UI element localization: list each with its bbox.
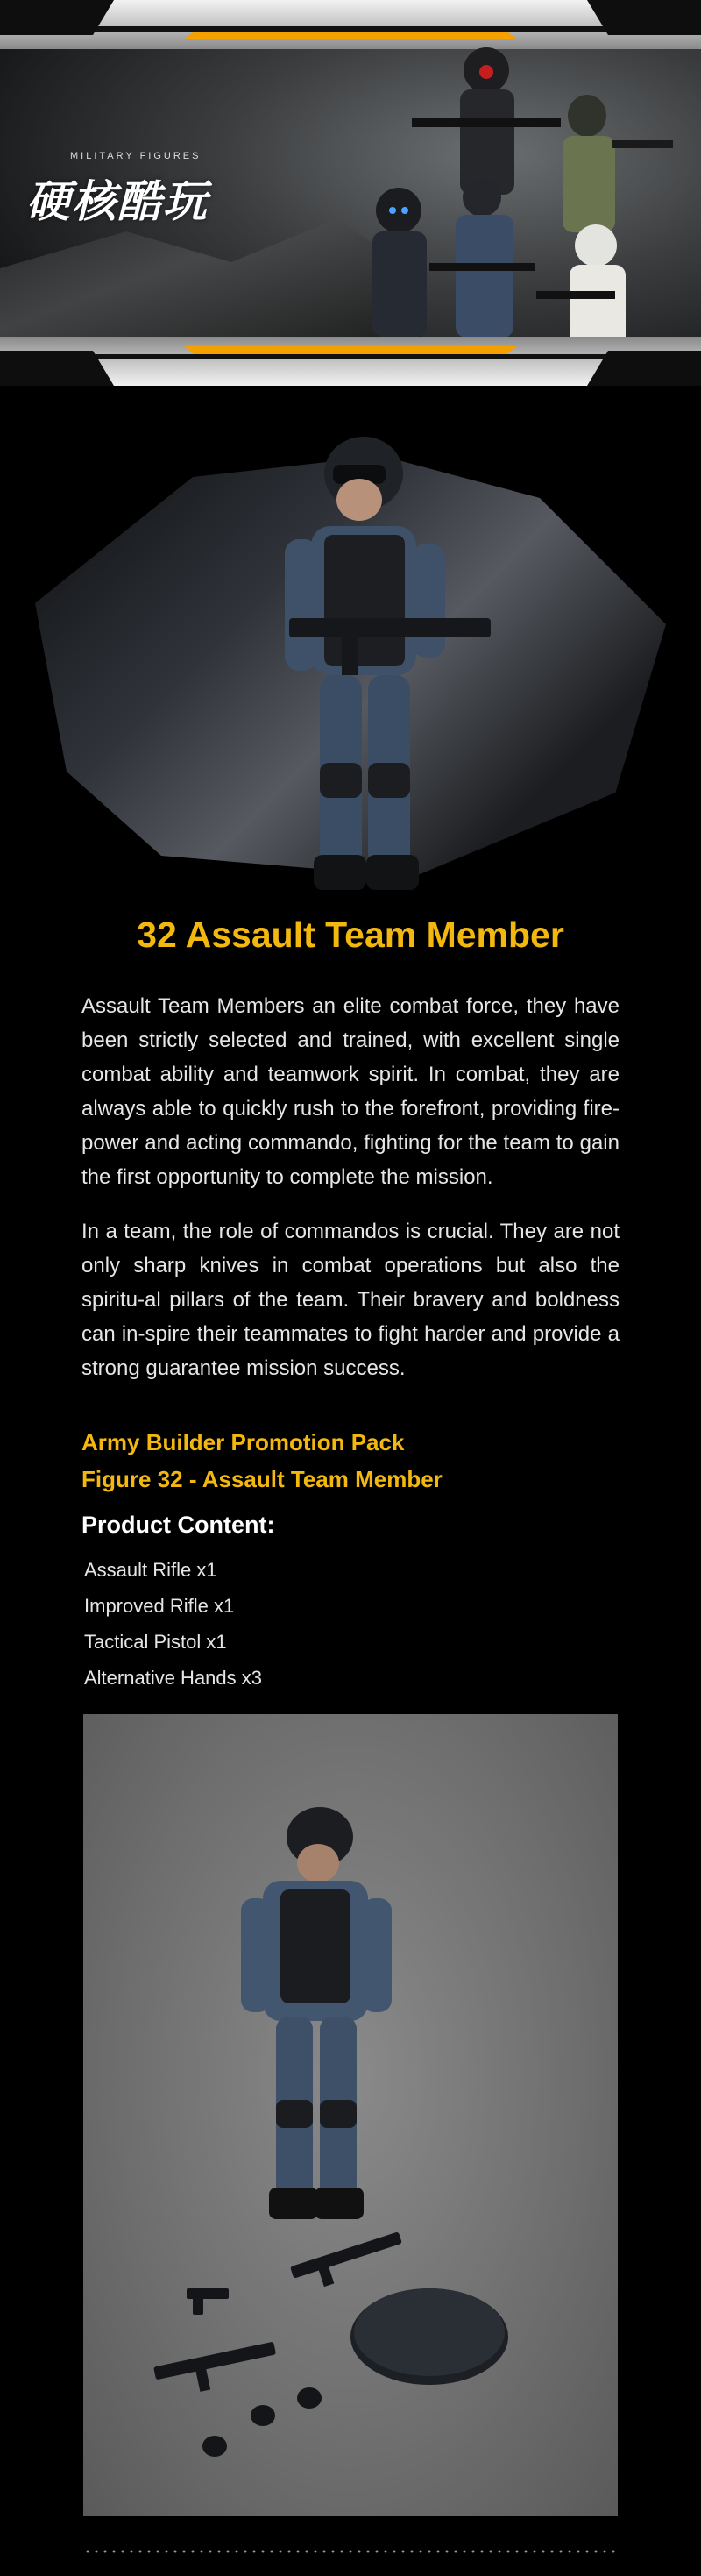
description-paragraph-2: In a team, the role of commandos is crucial. They are not only sharp knives in combat operations but also the spiritu-al pillars of the team. Their bravery and boldness can in-spire their teammates to fight harder and provide a strong guarantee mission success. xyxy=(81,1220,620,1380)
description-paragraph-1: Assault Team Members an elite combat force, they have been strictly selected and trained, with excellent single combat ability and teamwork spirit. In combat, they are always able to quickly rush to the forefront, providing fire-power and acting commando, fighting for the team to gain the first opportunity to complete the mission. xyxy=(81,994,620,1189)
logo-subtitle: MILITARY FIGURES xyxy=(70,151,202,161)
banner-figures-group xyxy=(333,35,701,351)
banner-bottom-frame xyxy=(0,337,701,386)
product-content-list xyxy=(84,1552,262,1696)
product-title: 32 Assault Team Member xyxy=(137,914,564,955)
brand-banner xyxy=(0,0,701,386)
soldier-hero-figure xyxy=(237,412,499,903)
list-item: Improved Rifle x1 xyxy=(84,1595,235,1617)
list-item: Assault Rifle x1 xyxy=(84,1559,217,1581)
list-item: Tactical Pistol x1 xyxy=(84,1631,227,1653)
dotted-divider xyxy=(83,2550,618,2553)
list-item: Alternative Hands x3 xyxy=(84,1667,262,1689)
hero-figure-image xyxy=(0,386,701,929)
brand-logo: 硬核酷玩 xyxy=(26,176,209,227)
figure-name: Figure 32 - Assault Team Member xyxy=(81,1466,443,1492)
product-content-heading: Product Content: xyxy=(81,1512,275,1538)
product-photo-contents xyxy=(83,1714,618,2516)
pack-name: Army Builder Promotion Pack xyxy=(81,1429,405,1455)
product-photo xyxy=(83,1714,618,2516)
